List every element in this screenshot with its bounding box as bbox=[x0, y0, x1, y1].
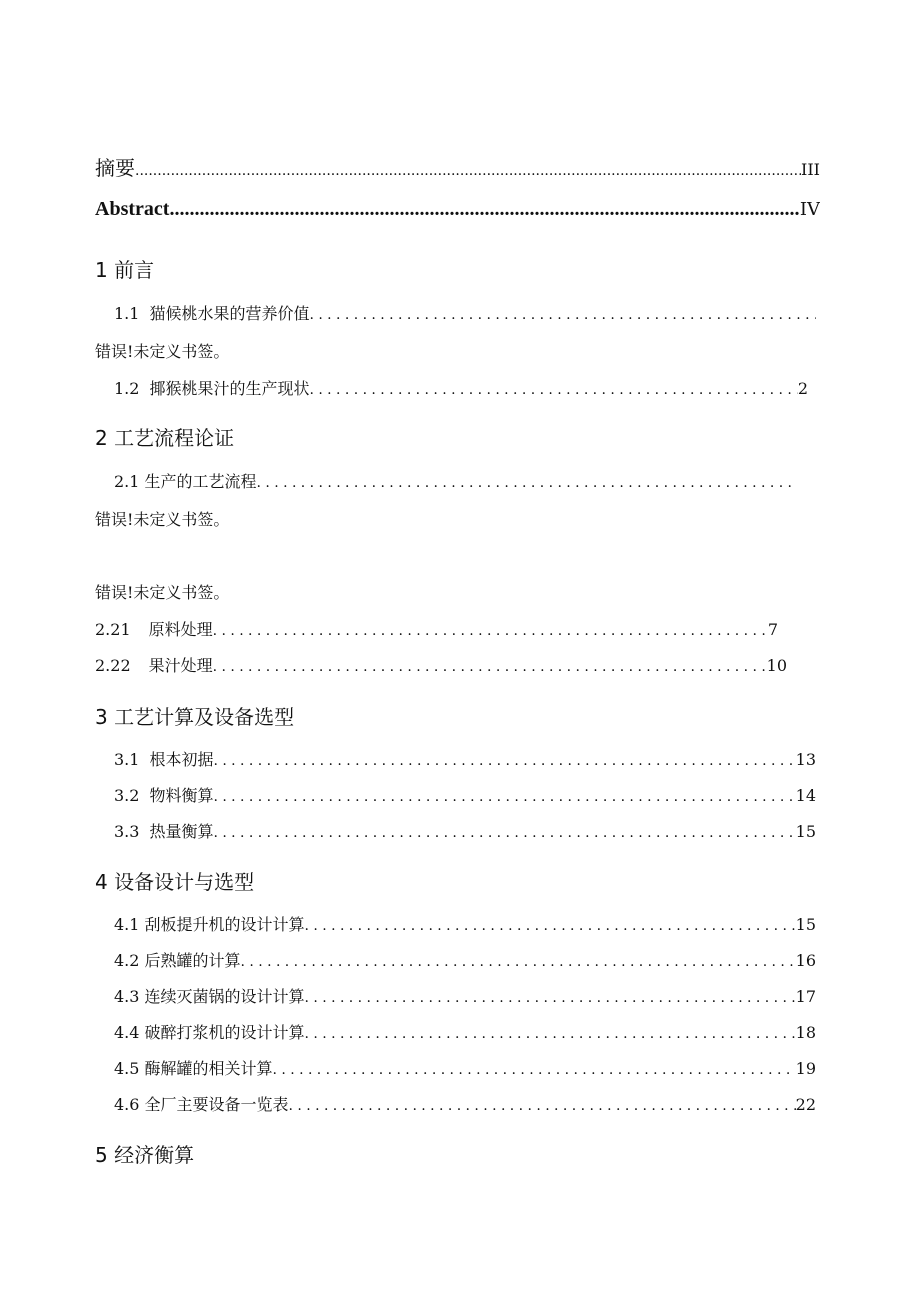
toc-entry-title: 4.2 后熟罐的计算 bbox=[114, 951, 241, 970]
toc-entry-page: 15 bbox=[795, 822, 816, 841]
leader-dots bbox=[273, 1062, 796, 1078]
leader-dots bbox=[135, 163, 801, 179]
leader-dots bbox=[213, 659, 767, 675]
toc-entry-page: 2 bbox=[797, 379, 808, 398]
toc-entry-title: 2.1 生产的工艺流程 bbox=[114, 472, 257, 491]
toc-entry-number: 3.1 bbox=[114, 750, 140, 769]
bookmark-error-text: 错误!未定义书签。 bbox=[95, 583, 230, 602]
toc-chapter-title: 3 工艺计算及设备选型 bbox=[95, 705, 295, 729]
leader-dots bbox=[241, 954, 796, 970]
toc-entry-title: 根本初据 bbox=[149, 750, 214, 769]
toc-entry-page: 19 bbox=[795, 1059, 816, 1078]
toc-entry-title: 物料衡算 bbox=[149, 786, 214, 805]
toc-entry-page: 15 bbox=[795, 915, 816, 934]
toc-entry-abstract-cn[interactable] bbox=[95, 152, 820, 181]
toc-entry-page: III bbox=[801, 160, 820, 179]
bookmark-error-text: 错误!未定义书签。 bbox=[95, 342, 230, 361]
toc-chapter-5[interactable] bbox=[95, 1139, 194, 1168]
toc-chapter-3[interactable] bbox=[95, 701, 294, 730]
toc-chapter-title: 4 设备设计与选型 bbox=[95, 870, 255, 894]
leader-dots bbox=[305, 1026, 796, 1042]
leader-dots bbox=[213, 623, 768, 639]
toc-entry-title: 4.4 破醉打浆机的设计计算 bbox=[114, 1023, 305, 1042]
toc-entry-3-1[interactable] bbox=[114, 747, 816, 770]
toc-entry-3-3[interactable] bbox=[114, 819, 816, 842]
leader-dots bbox=[305, 990, 796, 1006]
toc-entry-number: 2.21 bbox=[95, 620, 131, 639]
toc-entry-title: 摘要 bbox=[95, 156, 135, 180]
toc-entry-page: 13 bbox=[795, 750, 816, 769]
leader-dots bbox=[289, 1098, 796, 1114]
toc-chapter-4[interactable] bbox=[95, 866, 254, 895]
toc-entry-title: 原料处理 bbox=[148, 620, 213, 639]
toc-entry-abstract-en[interactable] bbox=[95, 198, 820, 221]
leader-dots bbox=[213, 825, 795, 841]
toc-entry-number: 3.3 bbox=[114, 822, 140, 841]
toc-entry-title: 猫候桃水果的营养价值 bbox=[149, 304, 310, 323]
toc-entry-4-6[interactable] bbox=[114, 1092, 816, 1115]
bookmark-error-text: 错误!未定义书签。 bbox=[95, 510, 230, 529]
leader-dots bbox=[213, 753, 795, 769]
toc-entry-4-1[interactable] bbox=[114, 912, 816, 935]
toc-entry-2-21[interactable] bbox=[95, 617, 778, 640]
toc-entry-3-2[interactable] bbox=[114, 783, 816, 806]
toc-entry-page: 14 bbox=[795, 786, 816, 805]
toc-entry-page: 17 bbox=[795, 987, 816, 1006]
toc-entry-4-4[interactable] bbox=[114, 1020, 816, 1043]
toc-chapter-title: 5 经济衡算 bbox=[95, 1143, 195, 1167]
toc-entry-title: 热量衡算 bbox=[149, 822, 214, 841]
toc-entry-4-5[interactable] bbox=[114, 1056, 816, 1079]
toc-entry-number: 2.22 bbox=[95, 656, 131, 675]
toc-entry-title: 4.6 全厂主要设备一览表 bbox=[114, 1095, 289, 1114]
toc-entry-title: 4.3 连续灭菌锅的设计计算 bbox=[114, 987, 305, 1006]
toc-entry-title: 4.1 刮板提升机的设计计算 bbox=[114, 915, 305, 934]
toc-chapter-title: 1 前言 bbox=[95, 258, 155, 282]
toc-entry-4-3[interactable] bbox=[114, 984, 816, 1007]
toc-entry-title: 果汁处理 bbox=[148, 656, 213, 675]
toc-entry-title: Abstract bbox=[95, 198, 170, 220]
toc-entry-page: 10 bbox=[766, 656, 787, 675]
leader-dots bbox=[305, 918, 796, 934]
leader-dots bbox=[213, 789, 795, 805]
toc-entry-1-1[interactable] bbox=[114, 301, 816, 324]
toc-entry-page: 22 bbox=[795, 1095, 816, 1114]
toc-entry-title: 揶猴桃果汁的生产现状 bbox=[149, 379, 310, 398]
toc-chapter-1[interactable] bbox=[95, 254, 154, 283]
toc-entry-number: 1.2 bbox=[114, 379, 140, 398]
leader-dots bbox=[309, 382, 797, 398]
toc-entry-number: 3.2 bbox=[114, 786, 140, 805]
toc-entry-page: 18 bbox=[795, 1023, 816, 1042]
toc-entry-2-1[interactable] bbox=[114, 469, 796, 492]
leader-dots bbox=[309, 307, 816, 323]
toc-entry-page: 7 bbox=[767, 620, 778, 639]
toc-entry-page: IV bbox=[799, 199, 820, 220]
toc-chapter-2[interactable] bbox=[95, 422, 234, 451]
toc-chapter-title: 2 工艺流程论证 bbox=[95, 426, 235, 450]
toc-entry-number: 1.1 bbox=[114, 304, 140, 323]
toc-entry-1-2[interactable] bbox=[114, 376, 808, 399]
toc-entry-4-2[interactable] bbox=[114, 948, 816, 971]
leader-dots bbox=[257, 475, 796, 491]
toc-entry-2-22[interactable] bbox=[95, 653, 787, 676]
toc-entry-title: 4.5 酶解罐的相关计算 bbox=[114, 1059, 273, 1078]
toc-entry-page: 16 bbox=[795, 951, 816, 970]
leader-dots bbox=[169, 198, 799, 221]
